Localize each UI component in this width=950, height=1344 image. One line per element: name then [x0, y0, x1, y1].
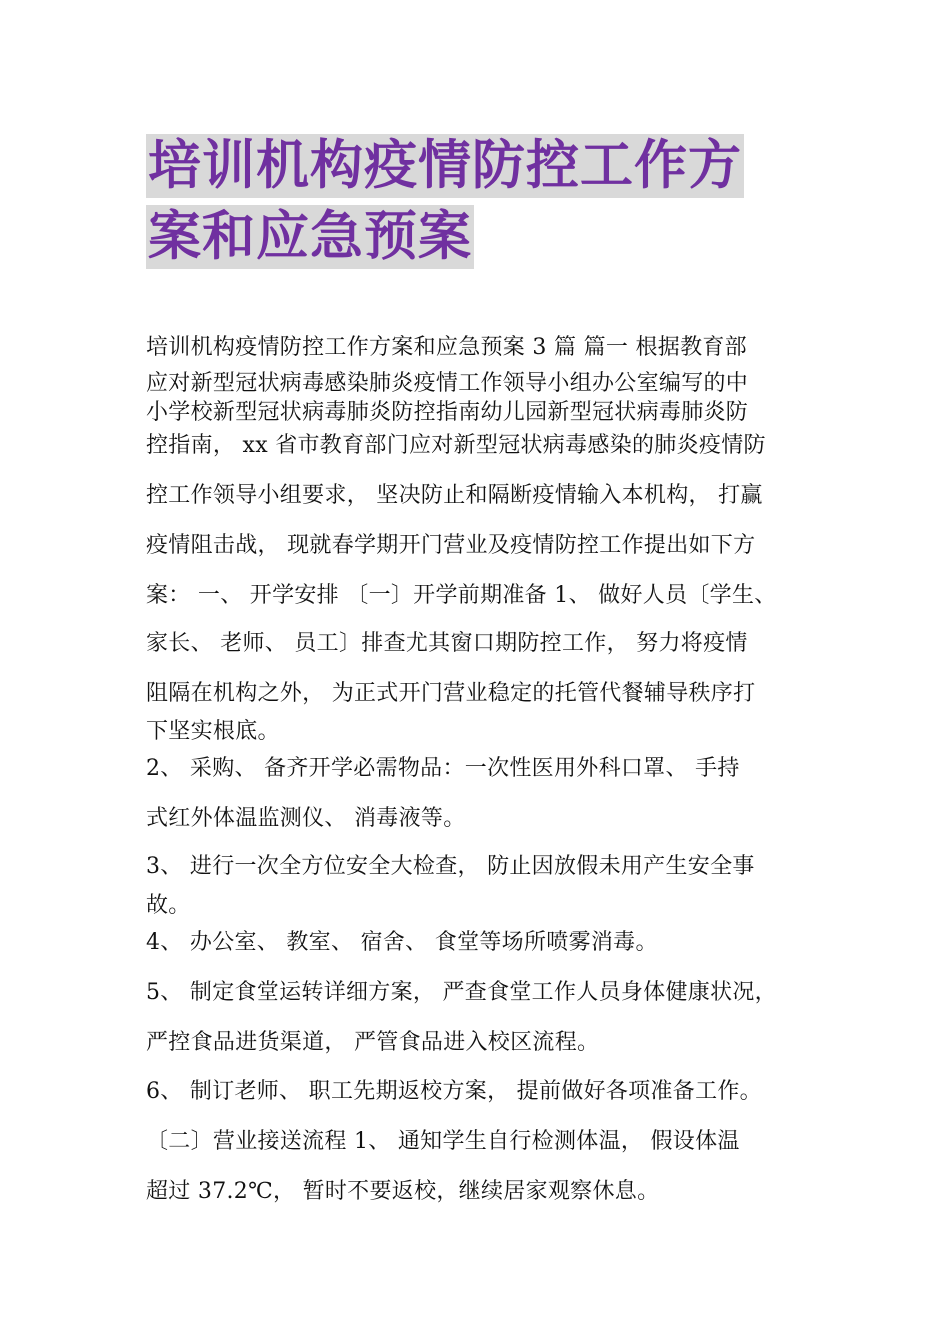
body-text-line: 严控食品进货渠道， 严管食品进入校区流程。 — [146, 1030, 600, 1055]
body-text-line: 培训机构疫情防控工作方案和应急预案 3 篇 篇一 根据教育部 — [146, 335, 747, 360]
body-text-line: 5、 制定食堂运转详细方案， 严查食堂工作人员身体健康状况， — [146, 980, 777, 1005]
body-text-line: 4、 办公室、 教室、 宿舍、 食堂等场所喷雾消毒。 — [146, 930, 658, 955]
body-text-line: 控指南， xx 省市教育部门应对新型冠状病毒感染的肺炎疫情防 — [146, 433, 766, 458]
body-text-line: 超过 37.2℃， 暂时不要返校，继续居家观察休息。 — [146, 1179, 660, 1204]
body-text-line: 下坚实根底。 — [146, 719, 280, 744]
body-text-line: 2、 采购、 备齐开学必需物品：一次性医用外科口罩、 手持 — [146, 756, 740, 781]
body-text-line: 案： 一、 开学安排 〔一〕开学前期准备 1、 做好人员〔学生、 — [146, 583, 777, 608]
body-text-line: 应对新型冠状病毒感染肺炎疫情工作领导小组办公室编写的中 — [146, 371, 749, 396]
body-text-line: 故。 — [146, 893, 191, 918]
document-title-line-1: 培训机构疫情防控工作方 — [148, 135, 742, 196]
body-text-line: 疫情阻击战， 现就春学期开门营业及疫情防控工作提出如下方 — [146, 533, 756, 558]
body-text-line: 小学校新型冠状病毒肺炎防控指南幼儿园新型冠状病毒肺炎防 — [146, 400, 749, 425]
body-text-line: 阻隔在机构之外， 为正式开门营业稳定的托管代餐辅导秩序打 — [146, 681, 756, 706]
body-text-line: 〔二〕营业接送流程 1、 通知学生自行检测体温， 假设体温 — [146, 1129, 740, 1154]
body-text-line: 家长、 老师、 员工〕排查尤其窗口期防控工作， 努力将疫情 — [146, 631, 748, 656]
body-text-line: 6、 制订老师、 职工先期返校方案， 提前做好各项准备工作。 — [146, 1079, 762, 1104]
document-title-line-2: 案和应急预案 — [148, 206, 472, 267]
body-text-line: 式红外体温监测仪、 消毒液等。 — [146, 806, 466, 831]
body-text-line: 控工作领导小组要求， 坚决防止和隔断疫情输入本机构， 打赢 — [146, 483, 763, 508]
body-text-line: 3、 进行一次全方位安全大检查， 防止因放假未用产生安全事 — [146, 854, 755, 879]
